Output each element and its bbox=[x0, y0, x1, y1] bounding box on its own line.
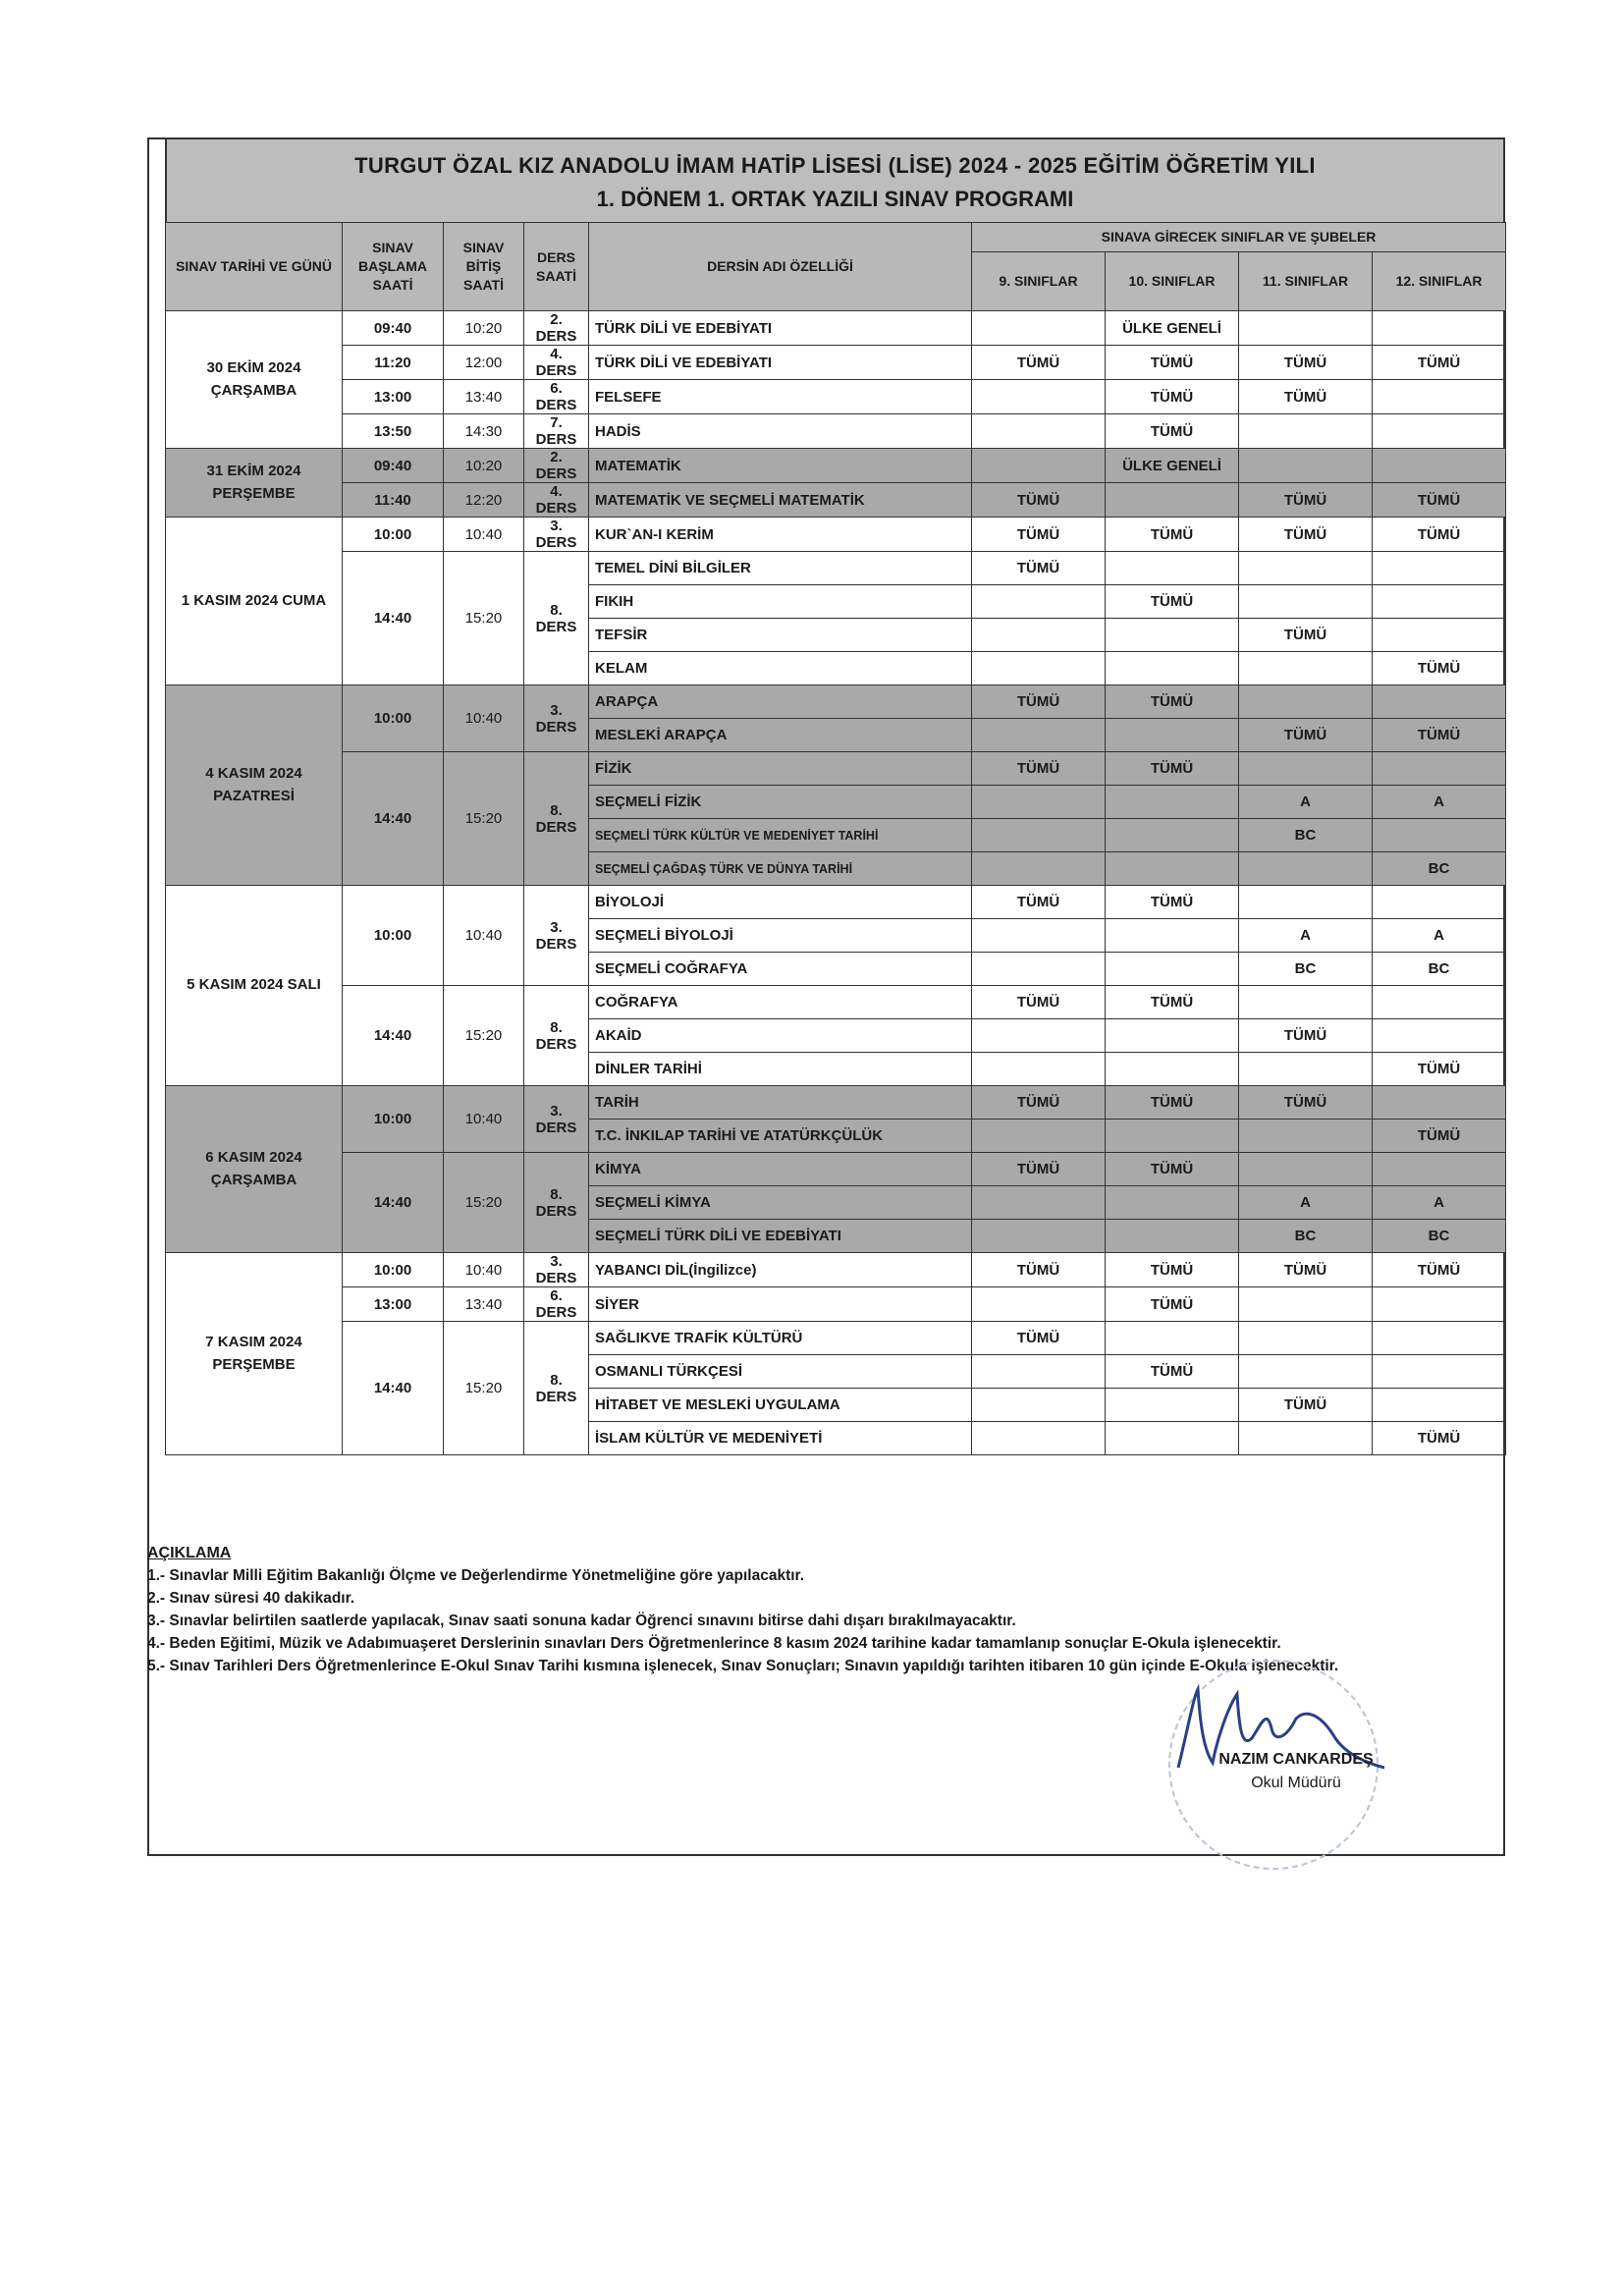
day-cell: 31 EKİM 2024 PERŞEMBE bbox=[166, 449, 343, 518]
grade-9-value bbox=[972, 414, 1106, 449]
table-row bbox=[166, 552, 1506, 585]
period: 8. DERS bbox=[524, 552, 589, 685]
course-name: SEÇMELİ BİYOLOJİ bbox=[589, 919, 972, 953]
course-name: KİMYA bbox=[589, 1153, 972, 1186]
end-time: 15:20 bbox=[444, 552, 524, 685]
end-time: 10:40 bbox=[444, 685, 524, 752]
grade-10-value bbox=[1106, 483, 1239, 518]
course-name: MESLEKİ ARAPÇA bbox=[589, 719, 972, 752]
period: 4. DERS bbox=[524, 346, 589, 380]
course-name: FİZİK bbox=[589, 752, 972, 786]
grade-9-value bbox=[972, 652, 1106, 685]
course-name: COĞRAFYA bbox=[589, 986, 972, 1019]
end-time: 12:00 bbox=[444, 346, 524, 380]
end-time: 15:20 bbox=[444, 1322, 524, 1455]
grade-10-value bbox=[1106, 786, 1239, 819]
grade-9-value: TÜMÜ bbox=[972, 752, 1106, 786]
start-time: 11:20 bbox=[343, 346, 444, 380]
start-time: 10:00 bbox=[343, 685, 444, 752]
grade-9-value bbox=[972, 719, 1106, 752]
start-time: 09:40 bbox=[343, 449, 444, 483]
period: 4. DERS bbox=[524, 483, 589, 518]
grade-10-value bbox=[1106, 1019, 1239, 1053]
grade-9-value bbox=[972, 311, 1106, 346]
header-start: SINAV BAŞLAMA SAATİ bbox=[343, 223, 444, 311]
grade-10-value bbox=[1106, 1120, 1239, 1153]
grade-12-value: TÜMÜ bbox=[1373, 719, 1506, 752]
end-time: 15:20 bbox=[444, 986, 524, 1086]
start-time: 13:50 bbox=[343, 414, 444, 449]
day-cell: 1 KASIM 2024 CUMA bbox=[166, 518, 343, 685]
end-time: 10:20 bbox=[444, 449, 524, 483]
header-grade-9: 9. SINIFLAR bbox=[972, 252, 1106, 311]
end-time: 10:20 bbox=[444, 311, 524, 346]
header-grade-12: 12. SINIFLAR bbox=[1373, 252, 1506, 311]
grade-11-value bbox=[1239, 1053, 1373, 1086]
start-time: 13:00 bbox=[343, 380, 444, 414]
start-time: 14:40 bbox=[343, 1153, 444, 1253]
header-row-1 bbox=[166, 223, 1506, 252]
grade-10-value: TÜMÜ bbox=[1106, 752, 1239, 786]
period: 3. DERS bbox=[524, 518, 589, 552]
grade-11-value bbox=[1239, 1355, 1373, 1389]
grade-10-value: TÜMÜ bbox=[1106, 1153, 1239, 1186]
notes-heading: AÇIKLAMA bbox=[147, 1545, 232, 1561]
grade-10-value: TÜMÜ bbox=[1106, 685, 1239, 719]
period: 3. DERS bbox=[524, 1086, 589, 1153]
grade-9-value bbox=[972, 1220, 1106, 1253]
period: 7. DERS bbox=[524, 414, 589, 449]
grade-12-value: TÜMÜ bbox=[1373, 1422, 1506, 1455]
course-name: MATEMATİK VE SEÇMELİ MATEMATİK bbox=[589, 483, 972, 518]
grade-9-value: TÜMÜ bbox=[972, 1153, 1106, 1186]
grade-12-value bbox=[1373, 585, 1506, 619]
grade-12-value bbox=[1373, 685, 1506, 719]
course-name: AKAİD bbox=[589, 1019, 972, 1053]
grade-10-value: TÜMÜ bbox=[1106, 518, 1239, 552]
grade-10-value: TÜMÜ bbox=[1106, 886, 1239, 919]
grade-9-value: TÜMÜ bbox=[972, 685, 1106, 719]
grade-10-value bbox=[1106, 1422, 1239, 1455]
grade-11-value bbox=[1239, 852, 1373, 886]
day-cell: 6 KASIM 2024 ÇARŞAMBA bbox=[166, 1086, 343, 1253]
grade-12-value: TÜMÜ bbox=[1373, 518, 1506, 552]
grade-10-value bbox=[1106, 919, 1239, 953]
grade-11-value bbox=[1239, 752, 1373, 786]
table-row bbox=[166, 1322, 1506, 1355]
table-row bbox=[166, 1086, 1506, 1120]
course-name: SEÇMELİ FİZİK bbox=[589, 786, 972, 819]
grade-12-value: TÜMÜ bbox=[1373, 1120, 1506, 1153]
grade-11-value bbox=[1239, 685, 1373, 719]
grade-9-value bbox=[972, 1422, 1106, 1455]
grade-12-value bbox=[1373, 380, 1506, 414]
grade-11-value: BC bbox=[1239, 953, 1373, 986]
table-row bbox=[166, 380, 1506, 414]
grade-9-value: TÜMÜ bbox=[972, 346, 1106, 380]
grade-12-value: A bbox=[1373, 1186, 1506, 1220]
grade-11-value: TÜMÜ bbox=[1239, 1253, 1373, 1287]
course-name: TEMEL DİNİ BİLGİLER bbox=[589, 552, 972, 585]
day-cell: 30 EKİM 2024 ÇARŞAMBA bbox=[166, 311, 343, 449]
title-line-1: TURGUT ÖZAL KIZ ANADOLU İMAM HATİP LİSESİ (LİSE) 2024 - 2025 EĞİTİM ÖĞRETİM YILI bbox=[354, 153, 1316, 178]
course-name: KELAM bbox=[589, 652, 972, 685]
grade-9-value: TÜMÜ bbox=[972, 552, 1106, 585]
course-name: TÜRK DİLİ VE EDEBİYATI bbox=[589, 311, 972, 346]
grade-9-value bbox=[972, 852, 1106, 886]
grade-9-value bbox=[972, 1287, 1106, 1322]
grade-10-value bbox=[1106, 1389, 1239, 1422]
course-name: BİYOLOJİ bbox=[589, 886, 972, 919]
course-name: TÜRK DİLİ VE EDEBİYATI bbox=[589, 346, 972, 380]
table-row bbox=[166, 685, 1506, 719]
period: 2. DERS bbox=[524, 311, 589, 346]
exam-schedule-table bbox=[165, 222, 1506, 1455]
grade-11-value: TÜMÜ bbox=[1239, 1019, 1373, 1053]
grade-10-value bbox=[1106, 619, 1239, 652]
period: 8. DERS bbox=[524, 986, 589, 1086]
course-name: MATEMATİK bbox=[589, 449, 972, 483]
grade-11-value: TÜMÜ bbox=[1239, 518, 1373, 552]
grade-9-value bbox=[972, 380, 1106, 414]
grade-12-value bbox=[1373, 1086, 1506, 1120]
grade-10-value: TÜMÜ bbox=[1106, 346, 1239, 380]
grade-11-value bbox=[1239, 1120, 1373, 1153]
grade-12-value: A bbox=[1373, 919, 1506, 953]
grade-12-value bbox=[1373, 752, 1506, 786]
grade-12-value bbox=[1373, 619, 1506, 652]
grade-9-value: TÜMÜ bbox=[972, 518, 1106, 552]
grade-9-value bbox=[972, 1120, 1106, 1153]
grade-11-value: A bbox=[1239, 919, 1373, 953]
end-time: 10:40 bbox=[444, 1086, 524, 1153]
course-name: T.C. İNKILAP TARİHİ VE ATATÜRKÇÜLÜK bbox=[589, 1120, 972, 1153]
course-name: İSLAM KÜLTÜR VE MEDENİYETİ bbox=[589, 1422, 972, 1455]
start-time: 09:40 bbox=[343, 311, 444, 346]
grade-12-value: TÜMÜ bbox=[1373, 483, 1506, 518]
day-cell: 7 KASIM 2024 PERŞEMBE bbox=[166, 1253, 343, 1455]
end-time: 10:40 bbox=[444, 886, 524, 986]
end-time: 15:20 bbox=[444, 752, 524, 886]
table-row bbox=[166, 414, 1506, 449]
grade-12-value bbox=[1373, 886, 1506, 919]
title-line-2: 1. DÖNEM 1. ORTAK YAZILI SINAV PROGRAMI bbox=[596, 187, 1074, 211]
document-title bbox=[165, 137, 1505, 224]
table-row bbox=[166, 346, 1506, 380]
grade-11-value bbox=[1239, 1153, 1373, 1186]
grade-11-value bbox=[1239, 414, 1373, 449]
start-time: 10:00 bbox=[343, 1086, 444, 1153]
note-item: 3.- Sınavlar belirtilen saatlerde yapılacak, Sınav saati sonuna kadar Öğrenci sınavını bitirse dahi dışarı bırakılmayacaktır. bbox=[147, 1613, 1016, 1629]
grade-11-value: TÜMÜ bbox=[1239, 1086, 1373, 1120]
note-item: 1.- Sınavlar Milli Eğitim Bakanlığı Ölçme ve Değerlendirme Yönetmeliğine göre yapılacaktır. bbox=[147, 1567, 805, 1584]
course-name: SEÇMELİ ÇAĞDAŞ TÜRK VE DÜNYA TARİHİ bbox=[589, 852, 972, 886]
grade-9-value: TÜMÜ bbox=[972, 1253, 1106, 1287]
period: 8. DERS bbox=[524, 1322, 589, 1455]
header-period: DERS SAATİ bbox=[524, 223, 589, 311]
grade-12-value bbox=[1373, 1389, 1506, 1422]
grade-9-value bbox=[972, 449, 1106, 483]
grade-12-value bbox=[1373, 1019, 1506, 1053]
grade-10-value: TÜMÜ bbox=[1106, 1253, 1239, 1287]
grade-11-value: A bbox=[1239, 786, 1373, 819]
grade-11-value bbox=[1239, 311, 1373, 346]
grade-10-value bbox=[1106, 1322, 1239, 1355]
course-name: SEÇMELİ TÜRK KÜLTÜR VE MEDENİYET TARİHİ bbox=[589, 819, 972, 852]
grade-11-value: BC bbox=[1239, 819, 1373, 852]
grade-12-value bbox=[1373, 819, 1506, 852]
grade-10-value bbox=[1106, 819, 1239, 852]
course-name: SAĞLIKVE TRAFİK KÜLTÜRÜ bbox=[589, 1322, 972, 1355]
course-name: SİYER bbox=[589, 1287, 972, 1322]
start-time: 14:40 bbox=[343, 552, 444, 685]
course-name: YABANCI DİL(İngilizce) bbox=[589, 1253, 972, 1287]
grade-9-value bbox=[972, 819, 1106, 852]
grade-11-value: TÜMÜ bbox=[1239, 346, 1373, 380]
note-item: 2.- Sınav süresi 40 dakikadır. bbox=[147, 1590, 355, 1607]
grade-9-value bbox=[972, 1186, 1106, 1220]
signature-block bbox=[1178, 1748, 1414, 1795]
grade-11-value bbox=[1239, 1322, 1373, 1355]
grade-10-value bbox=[1106, 1186, 1239, 1220]
grade-9-value bbox=[972, 919, 1106, 953]
grade-11-value: TÜMÜ bbox=[1239, 483, 1373, 518]
grade-11-value bbox=[1239, 652, 1373, 685]
grade-10-value bbox=[1106, 1220, 1239, 1253]
header-course: DERSİN ADI ÖZELLİĞİ bbox=[589, 223, 972, 311]
grade-10-value bbox=[1106, 652, 1239, 685]
grade-12-value bbox=[1373, 552, 1506, 585]
table-row bbox=[166, 886, 1506, 919]
end-time: 10:40 bbox=[444, 1253, 524, 1287]
grade-12-value: A bbox=[1373, 786, 1506, 819]
period: 8. DERS bbox=[524, 1153, 589, 1253]
period: 2. DERS bbox=[524, 449, 589, 483]
grade-10-value: ÜLKE GENELİ bbox=[1106, 311, 1239, 346]
start-time: 10:00 bbox=[343, 886, 444, 986]
course-name: SEÇMELİ TÜRK DİLİ VE EDEBİYATI bbox=[589, 1220, 972, 1253]
period: 3. DERS bbox=[524, 886, 589, 986]
grade-10-value: TÜMÜ bbox=[1106, 986, 1239, 1019]
grade-12-value bbox=[1373, 311, 1506, 346]
grade-10-value: TÜMÜ bbox=[1106, 585, 1239, 619]
grade-9-value bbox=[972, 1019, 1106, 1053]
grade-12-value: TÜMÜ bbox=[1373, 346, 1506, 380]
grade-12-value bbox=[1373, 1153, 1506, 1186]
grade-10-value bbox=[1106, 719, 1239, 752]
grade-11-value bbox=[1239, 1287, 1373, 1322]
day-cell: 5 KASIM 2024 SALI bbox=[166, 886, 343, 1086]
course-name: HİTABET VE MESLEKİ UYGULAMA bbox=[589, 1389, 972, 1422]
signer-role: Okul Müdürü bbox=[1251, 1775, 1341, 1791]
grade-11-value bbox=[1239, 552, 1373, 585]
grade-11-value bbox=[1239, 585, 1373, 619]
table-row bbox=[166, 1253, 1506, 1287]
grade-10-value: TÜMÜ bbox=[1106, 1086, 1239, 1120]
grade-9-value bbox=[972, 786, 1106, 819]
grade-9-value: TÜMÜ bbox=[972, 886, 1106, 919]
period: 3. DERS bbox=[524, 1253, 589, 1287]
course-name: FELSEFE bbox=[589, 380, 972, 414]
grade-11-value: TÜMÜ bbox=[1239, 619, 1373, 652]
grade-9-value: TÜMÜ bbox=[972, 986, 1106, 1019]
start-time: 14:40 bbox=[343, 1322, 444, 1455]
period: 6. DERS bbox=[524, 380, 589, 414]
end-time: 14:30 bbox=[444, 414, 524, 449]
period: 6. DERS bbox=[524, 1287, 589, 1322]
grade-11-value bbox=[1239, 449, 1373, 483]
course-name: TEFSİR bbox=[589, 619, 972, 652]
grade-11-value: TÜMÜ bbox=[1239, 719, 1373, 752]
note-item: 5.- Sınav Tarihleri Ders Öğretmenlerince E-Okul Sınav Tarihi kısmına işlenecek, Sınav Sonuçları; Sınavın yapıldığı tarihten itibaren 10 gün içinde E-Okula işlenecektir. bbox=[147, 1658, 1339, 1674]
table-row bbox=[166, 1287, 1506, 1322]
grade-9-value bbox=[972, 619, 1106, 652]
period: 3. DERS bbox=[524, 685, 589, 752]
period: 8. DERS bbox=[524, 752, 589, 886]
grade-12-value: BC bbox=[1373, 852, 1506, 886]
table-row bbox=[166, 311, 1506, 346]
table-row bbox=[166, 1153, 1506, 1186]
grade-12-value: TÜMÜ bbox=[1373, 1053, 1506, 1086]
grade-11-value bbox=[1239, 986, 1373, 1019]
table-row bbox=[166, 483, 1506, 518]
start-time: 13:00 bbox=[343, 1287, 444, 1322]
header-date: SINAV TARİHİ VE GÜNÜ bbox=[166, 223, 343, 311]
grade-12-value: BC bbox=[1373, 953, 1506, 986]
grade-11-value: BC bbox=[1239, 1220, 1373, 1253]
day-cell: 4 KASIM 2024 PAZATRESİ bbox=[166, 685, 343, 886]
course-name: HADİS bbox=[589, 414, 972, 449]
grade-9-value bbox=[972, 1355, 1106, 1389]
course-name: DİNLER TARİHİ bbox=[589, 1053, 972, 1086]
grade-9-value bbox=[972, 1389, 1106, 1422]
grade-10-value: TÜMÜ bbox=[1106, 380, 1239, 414]
grade-10-value: ÜLKE GENELİ bbox=[1106, 449, 1239, 483]
grade-12-value bbox=[1373, 414, 1506, 449]
header-grade-11: 11. SINIFLAR bbox=[1239, 252, 1373, 311]
end-time: 15:20 bbox=[444, 1153, 524, 1253]
grade-12-value: TÜMÜ bbox=[1373, 652, 1506, 685]
grade-9-value: TÜMÜ bbox=[972, 483, 1106, 518]
grade-12-value bbox=[1373, 986, 1506, 1019]
grade-11-value: A bbox=[1239, 1186, 1373, 1220]
grade-11-value: TÜMÜ bbox=[1239, 1389, 1373, 1422]
notes-section bbox=[147, 1542, 1492, 1677]
grade-9-value bbox=[972, 585, 1106, 619]
start-time: 11:40 bbox=[343, 483, 444, 518]
end-time: 13:40 bbox=[444, 1287, 524, 1322]
grade-9-value bbox=[972, 953, 1106, 986]
table-row bbox=[166, 752, 1506, 786]
grade-12-value bbox=[1373, 1355, 1506, 1389]
grade-11-value bbox=[1239, 1422, 1373, 1455]
grade-10-value bbox=[1106, 953, 1239, 986]
start-time: 14:40 bbox=[343, 752, 444, 886]
course-name: KUR`AN-I KERİM bbox=[589, 518, 972, 552]
course-name: FIKIH bbox=[589, 585, 972, 619]
start-time: 14:40 bbox=[343, 986, 444, 1086]
grade-10-value: TÜMÜ bbox=[1106, 414, 1239, 449]
grade-12-value bbox=[1373, 1287, 1506, 1322]
course-name: SEÇMELİ COĞRAFYA bbox=[589, 953, 972, 986]
grade-9-value bbox=[972, 1053, 1106, 1086]
header-end: SINAV BİTİŞ SAATİ bbox=[444, 223, 524, 311]
grade-10-value: TÜMÜ bbox=[1106, 1287, 1239, 1322]
grade-9-value: TÜMÜ bbox=[972, 1322, 1106, 1355]
grade-12-value: BC bbox=[1373, 1220, 1506, 1253]
grade-10-value: TÜMÜ bbox=[1106, 1355, 1239, 1389]
course-name: TARİH bbox=[589, 1086, 972, 1120]
grade-10-value bbox=[1106, 552, 1239, 585]
table-row bbox=[166, 449, 1506, 483]
grade-11-value: TÜMÜ bbox=[1239, 380, 1373, 414]
start-time: 10:00 bbox=[343, 1253, 444, 1287]
grade-12-value bbox=[1373, 449, 1506, 483]
table-row bbox=[166, 518, 1506, 552]
course-name: SEÇMELİ KİMYA bbox=[589, 1186, 972, 1220]
end-time: 10:40 bbox=[444, 518, 524, 552]
end-time: 13:40 bbox=[444, 380, 524, 414]
grade-12-value: TÜMÜ bbox=[1373, 1253, 1506, 1287]
course-name: OSMANLI TÜRKÇESİ bbox=[589, 1355, 972, 1389]
grade-12-value bbox=[1373, 1322, 1506, 1355]
end-time: 12:20 bbox=[444, 483, 524, 518]
grade-10-value bbox=[1106, 852, 1239, 886]
grade-10-value bbox=[1106, 1053, 1239, 1086]
grade-9-value: TÜMÜ bbox=[972, 1086, 1106, 1120]
grade-11-value bbox=[1239, 886, 1373, 919]
signer-name: NAZIM CANKARDEŞ bbox=[1218, 1751, 1374, 1768]
header-classes: SINAVA GİRECEK SINIFLAR VE ŞUBELER bbox=[972, 223, 1506, 252]
start-time: 10:00 bbox=[343, 518, 444, 552]
table-row bbox=[166, 986, 1506, 1019]
header-grade-10: 10. SINIFLAR bbox=[1106, 252, 1239, 311]
note-item: 4.- Beden Eğitimi, Müzik ve Adabımuaşeret Derslerinin sınavları Ders Öğretmenlerince 8 kasım 2024 tarihine kadar tamamlanıp sonuçlar E-Okula işlenecektir. bbox=[147, 1635, 1281, 1652]
course-name: ARAPÇA bbox=[589, 685, 972, 719]
